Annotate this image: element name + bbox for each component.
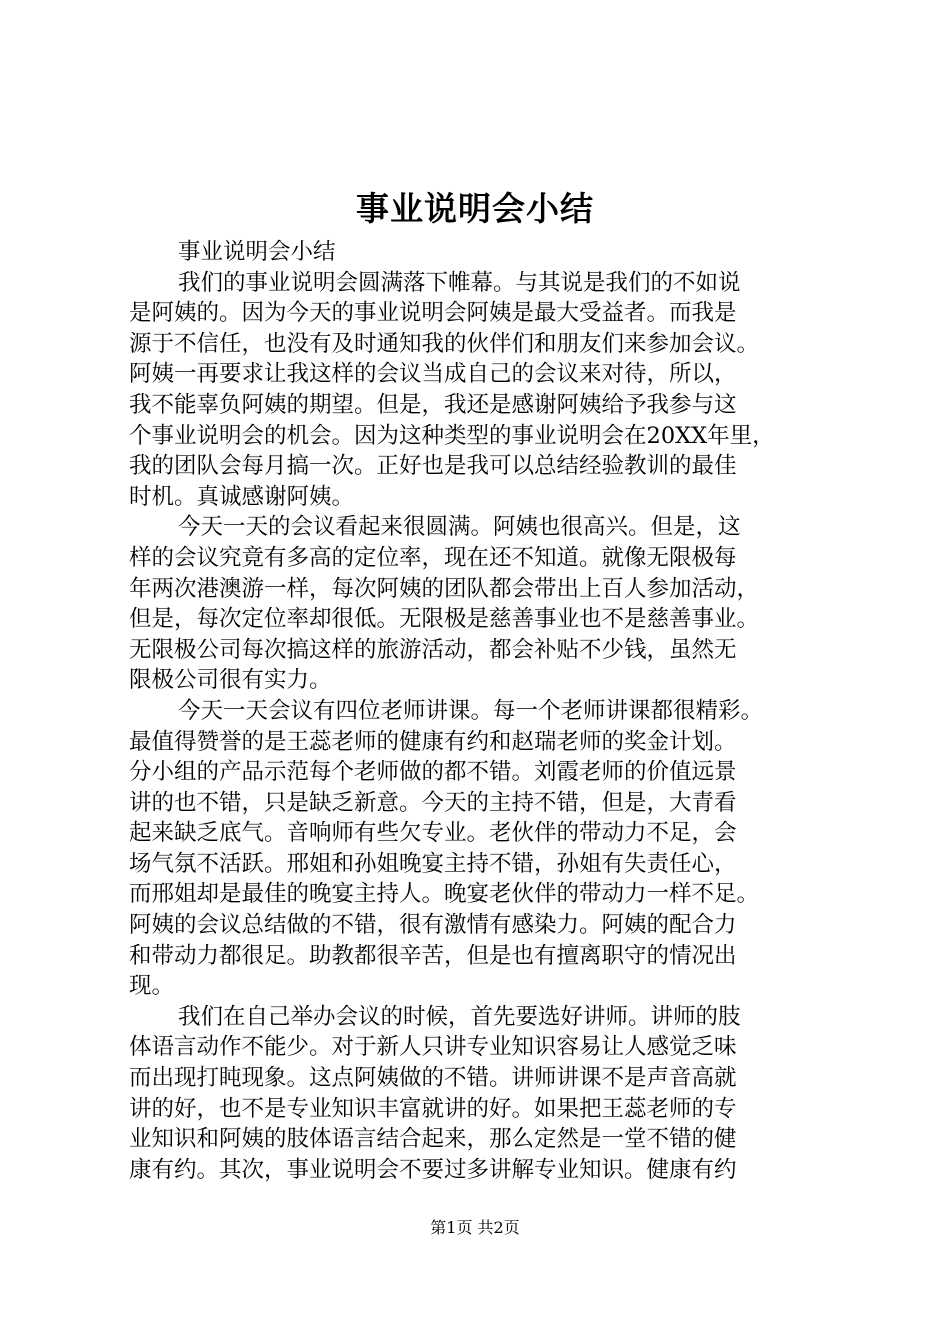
text-line: 阿姨的会议总结做的不错，很有激情有感染力。阿姨的配合力 [129,912,737,939]
text-line: 事业说明会小结 [178,239,336,265]
text-line: 起来缺乏底气。音响师有些欠专业。老伙伴的带动力不足，会 [129,820,737,847]
text-line: 我的团队会每月搞一次。正好也是我可以总结经验教训的最佳 [129,453,737,480]
text-line: 讲的好，也不是专业知识丰富就讲的好。如果把王蕊老师的专 [129,1095,737,1122]
page-footer: 第1页 共2页 [430,1218,520,1237]
text-line: 年两次港澳游一样，每次阿姨的团队都会带出上百人参加活动， [129,575,760,602]
text-line: 无限极公司每次搞这样的旅游活动，都会补贴不少钱，虽然无 [129,636,737,663]
text-line: 最值得赞誉的是王蕊老师的健康有约和赵瑞老师的奖金计划。 [129,728,737,755]
document-title: 事业说明会小结 [356,189,594,228]
text-line: 我们的事业说明会圆满落下帷幕。与其说是我们的不如说 [178,269,741,296]
text-line: 分小组的产品示范每个老师做的都不错。刘霞老师的价值远景 [129,759,737,786]
text-line: 和带动力都很足。助教都很辛苦，但是也有擅离职守的情况出 [129,942,737,969]
text-line: 而邢姐却是最佳的晚宴主持人。晚宴老伙伴的带动力一样不足。 [129,881,760,908]
text-line: 时机。真诚感谢阿姨。 [129,483,355,510]
text-line: 体语言动作不能少。对于新人只讲专业知识容易让人感觉乏味 [129,1034,737,1061]
document-body [129,237,829,1185]
text-line: 今天一天会议有四位老师讲课。每一个老师讲课都很精彩。 [178,697,764,724]
text-line: 个事业说明会的机会。因为这种类型的事业说明会在20XX年里， [129,422,775,449]
text-line: 样的会议究竟有多高的定位率，现在还不知道。就像无限极每 [129,544,737,571]
text-line: 业知识和阿姨的肢体语言结合起来，那么定然是一堂不错的健 [129,1126,737,1153]
text-line: 今天一天的会议看起来很圆满。阿姨也很高兴。但是，这 [178,514,741,541]
text-line: 我们在自己举办会议的时候，首先要选好讲师。讲师的肢 [178,1003,741,1030]
text-line: 讲的也不错，只是缺乏新意。今天的主持不错，但是，大青看 [129,789,737,816]
text-line: 但是，每次定位率却很低。无限极是慈善事业也不是慈善事业。 [129,606,760,633]
text-line: 现。 [129,973,175,1000]
text-line: 我不能辜负阿姨的期望。但是，我还是感谢阿姨给予我参与这 [129,391,737,418]
text-line: 而出现打盹现象。这点阿姨做的不错。讲师讲课不是声音高就 [129,1065,737,1092]
text-line: 是阿姨的。因为今天的事业说明会阿姨是最大受益者。而我是 [129,300,737,327]
text-line: 康有约。其次，事业说明会不要过多讲解专业知识。健康有约 [129,1156,737,1183]
text-line: 源于不信任，也没有及时通知我的伙伴们和朋友们来参加会议。 [129,330,760,357]
text-line: 阿姨一再要求让我这样的会议当成自己的会议来对待，所以， [129,361,737,388]
text-line: 限极公司很有实力。 [129,667,332,694]
text-line: 场气氛不活跃。邢姐和孙姐晚宴主持不错，孙姐有失责任心， [129,850,737,877]
